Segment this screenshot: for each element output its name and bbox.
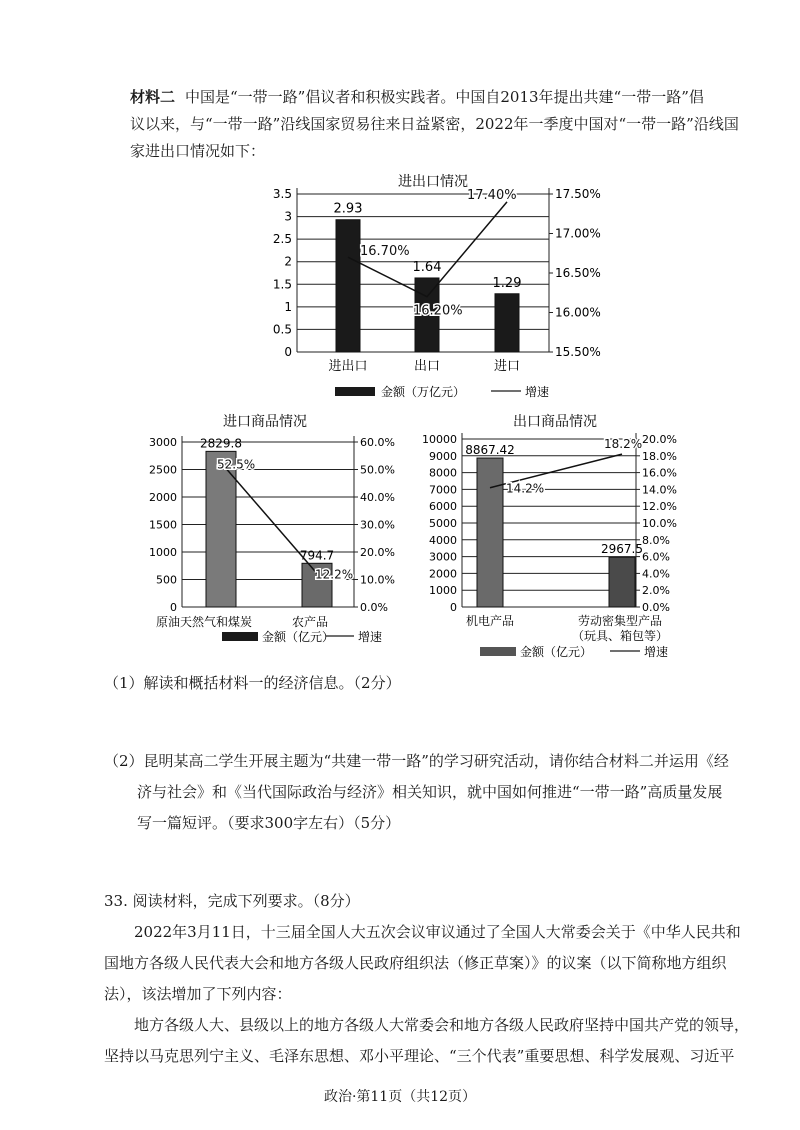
chart1-legend-line-label: 增速 <box>525 385 550 399</box>
left-tick-label: 3 <box>284 209 292 224</box>
line-value-label: 18.2% <box>604 437 643 452</box>
left-tick-label: 3000 <box>429 550 457 564</box>
chart3-legend-line-label: 增速 <box>644 645 669 659</box>
category-label: 进出口 <box>328 359 368 374</box>
chart1-legend-bar-swatch <box>335 387 375 396</box>
right-tick-label: 20.0% <box>642 433 677 446</box>
material2-label: 材料二 <box>130 88 176 106</box>
left-tick-label: 1 <box>284 299 292 314</box>
right-tick-label: 0.0% <box>642 601 670 614</box>
question-2-line2: 济与社会》和《当代国际政治与经济》相关知识，就中国如何推进“一带一路”高质量发展 <box>137 783 723 801</box>
question-33-line4: 地方各级人大、县级以上的地方各级人大常委会和地方各级人民政府坚持中国共产党的领导， <box>134 1016 750 1034</box>
page-footer: 政治·第11页（共12页） <box>323 1089 477 1105</box>
category-label: 原油天然气和煤炭 <box>155 615 253 629</box>
left-tick-label: 0 <box>450 601 457 614</box>
left-tick-label: 7000 <box>429 483 457 497</box>
right-tick-label: 50.0% <box>360 463 395 477</box>
question-33-heading: 33. 阅读材料，完成下列要求。（8分） <box>104 892 360 910</box>
right-tick-label: 40.0% <box>360 491 395 504</box>
question-33-line5: 坚持以马克思列宁主义、毛泽东思想、邓小平理论、“三个代表”重要思想、科学发展观、习近平 <box>104 1047 735 1065</box>
right-tick-label: 16.50% <box>555 266 601 280</box>
right-tick-label: 2.0% <box>642 584 670 598</box>
right-tick-label: 18.0% <box>642 449 677 463</box>
right-tick-label: 8.0% <box>642 533 670 547</box>
bar <box>336 220 360 352</box>
right-tick-label: 17.50% <box>555 187 601 201</box>
question-33-line1: 2022年3月11日，十三届全国人大五次会议审议通过了全国人大常委会关于《中华人民共和 <box>134 923 741 941</box>
bar <box>477 458 503 607</box>
question-2-line1: （2）昆明某高二学生开展主题为“共建一带一路”的学习研究活动，请你结合材料二并运用《经 <box>104 752 729 770</box>
right-tick-label: 16.0% <box>642 466 677 480</box>
bar <box>609 557 635 607</box>
chart1-title: 进出口情况 <box>398 174 468 190</box>
left-tick-label: 1000 <box>429 584 457 598</box>
bar-value-label: 1.64 <box>412 259 442 275</box>
right-tick-label: 6.0% <box>642 550 670 564</box>
line-value-label: 16.70% <box>360 244 410 260</box>
left-tick-label: 500 <box>156 573 177 587</box>
material2-line2: 议以来，与“一带一路”沿线国家贸易往来日益紧密，2022年一季度中国对“一带一路”沿线国 <box>130 115 739 133</box>
bar <box>495 294 519 352</box>
export-chart <box>400 408 720 668</box>
trade-chart <box>255 172 620 412</box>
question-33 <box>104 886 774 1072</box>
left-tick-label: 9000 <box>429 449 457 463</box>
category-label: 机电产品 <box>465 614 515 628</box>
category-label: 进口 <box>493 359 521 374</box>
chart1-legend-bar-label: 金额（万亿元） <box>381 385 466 399</box>
question-2 <box>104 746 764 839</box>
bar-value-label: 1.29 <box>492 275 522 291</box>
question-1: （1）解读和概括材料一的经济信息。（2分） <box>104 674 401 692</box>
left-tick-label: 1500 <box>149 518 177 532</box>
category-label: 出口 <box>413 359 441 374</box>
left-tick-label: 2000 <box>429 567 457 581</box>
right-tick-label: 16.00% <box>555 305 601 320</box>
material2-line1: 材料二 中国是“一带一路”倡议者和积极实践者。中国自2013年提出共建“一带一路”倡 <box>130 88 704 106</box>
category-label: 劳动密集型产品 <box>577 614 663 628</box>
left-tick-label: 0 <box>170 601 177 614</box>
line-value-label: 17.40% <box>467 187 517 203</box>
category-label: 农产品 <box>291 615 329 629</box>
right-tick-label: 0.0% <box>360 601 388 614</box>
chart3-legend-bar-swatch <box>480 647 516 656</box>
chart2-title: 进口商品情况 <box>223 414 307 430</box>
question-2-line3: 写一篇短评。（要求300字左右）（5分） <box>137 814 401 832</box>
right-tick-label: 15.50% <box>555 345 601 359</box>
question-33-line3: 法），该法增加了下列内容： <box>104 985 292 1003</box>
chart3-title: 出口商品情况 <box>513 414 597 430</box>
question-33-line2: 国地方各级人民代表大会和地方各级人民政府组织法（修正草案）》的议案（以下简称地方组织 <box>104 954 727 972</box>
left-tick-label: 0.5 <box>272 322 292 337</box>
line-value-label: 14.2% <box>506 481 545 496</box>
left-tick-label: 1000 <box>149 546 177 559</box>
left-tick-label: 2500 <box>149 463 177 477</box>
import-chart <box>140 408 420 668</box>
left-tick-label: 10000 <box>422 433 457 446</box>
left-tick-label: 1.5 <box>272 277 292 292</box>
chart2-legend-bar-swatch <box>222 632 258 641</box>
bar-value-label: 2967.5 <box>601 542 643 557</box>
left-tick-label: 0 <box>284 345 292 359</box>
right-tick-label: 14.0% <box>642 483 677 497</box>
category-label: （玩具、箱包等） <box>571 629 669 643</box>
line-value-label: 52.5% <box>217 457 256 472</box>
left-tick-label: 3.5 <box>272 187 292 201</box>
chart2-legend-bar-label: 金额（亿元） <box>262 630 335 644</box>
right-tick-label: 4.0% <box>642 567 670 581</box>
left-tick-label: 6000 <box>429 500 457 514</box>
left-tick-label: 4000 <box>429 533 457 547</box>
right-tick-label: 60.0% <box>360 436 395 449</box>
right-tick-label: 30.0% <box>360 518 395 532</box>
line-value-label: 16.20% <box>413 303 463 319</box>
left-tick-label: 2000 <box>149 491 177 504</box>
left-tick-label: 5000 <box>429 517 457 530</box>
right-tick-label: 10.0% <box>642 517 677 530</box>
left-tick-label: 8000 <box>429 466 457 480</box>
chart2-legend-line-label: 增速 <box>358 630 383 644</box>
right-tick-label: 10.0% <box>360 573 395 587</box>
right-tick-label: 12.0% <box>642 500 677 514</box>
bar-value-label: 2829.8 <box>200 436 242 451</box>
line-value-label: 12.2% <box>315 567 354 582</box>
right-tick-label: 17.00% <box>555 226 601 241</box>
material2-line3: 家进出口情况如下： <box>130 142 266 160</box>
left-tick-label: 3000 <box>149 436 177 449</box>
left-tick-label: 2.5 <box>272 232 292 247</box>
bar-value-label: 2.93 <box>333 201 363 217</box>
left-tick-label: 2 <box>284 254 292 269</box>
chart3-legend-bar-label: 金额（亿元） <box>520 645 593 659</box>
right-tick-label: 20.0% <box>360 546 395 559</box>
material2-paragraph <box>130 84 770 165</box>
bar-value-label: 8867.42 <box>465 443 515 458</box>
bar-value-label: 794.7 <box>299 548 335 563</box>
